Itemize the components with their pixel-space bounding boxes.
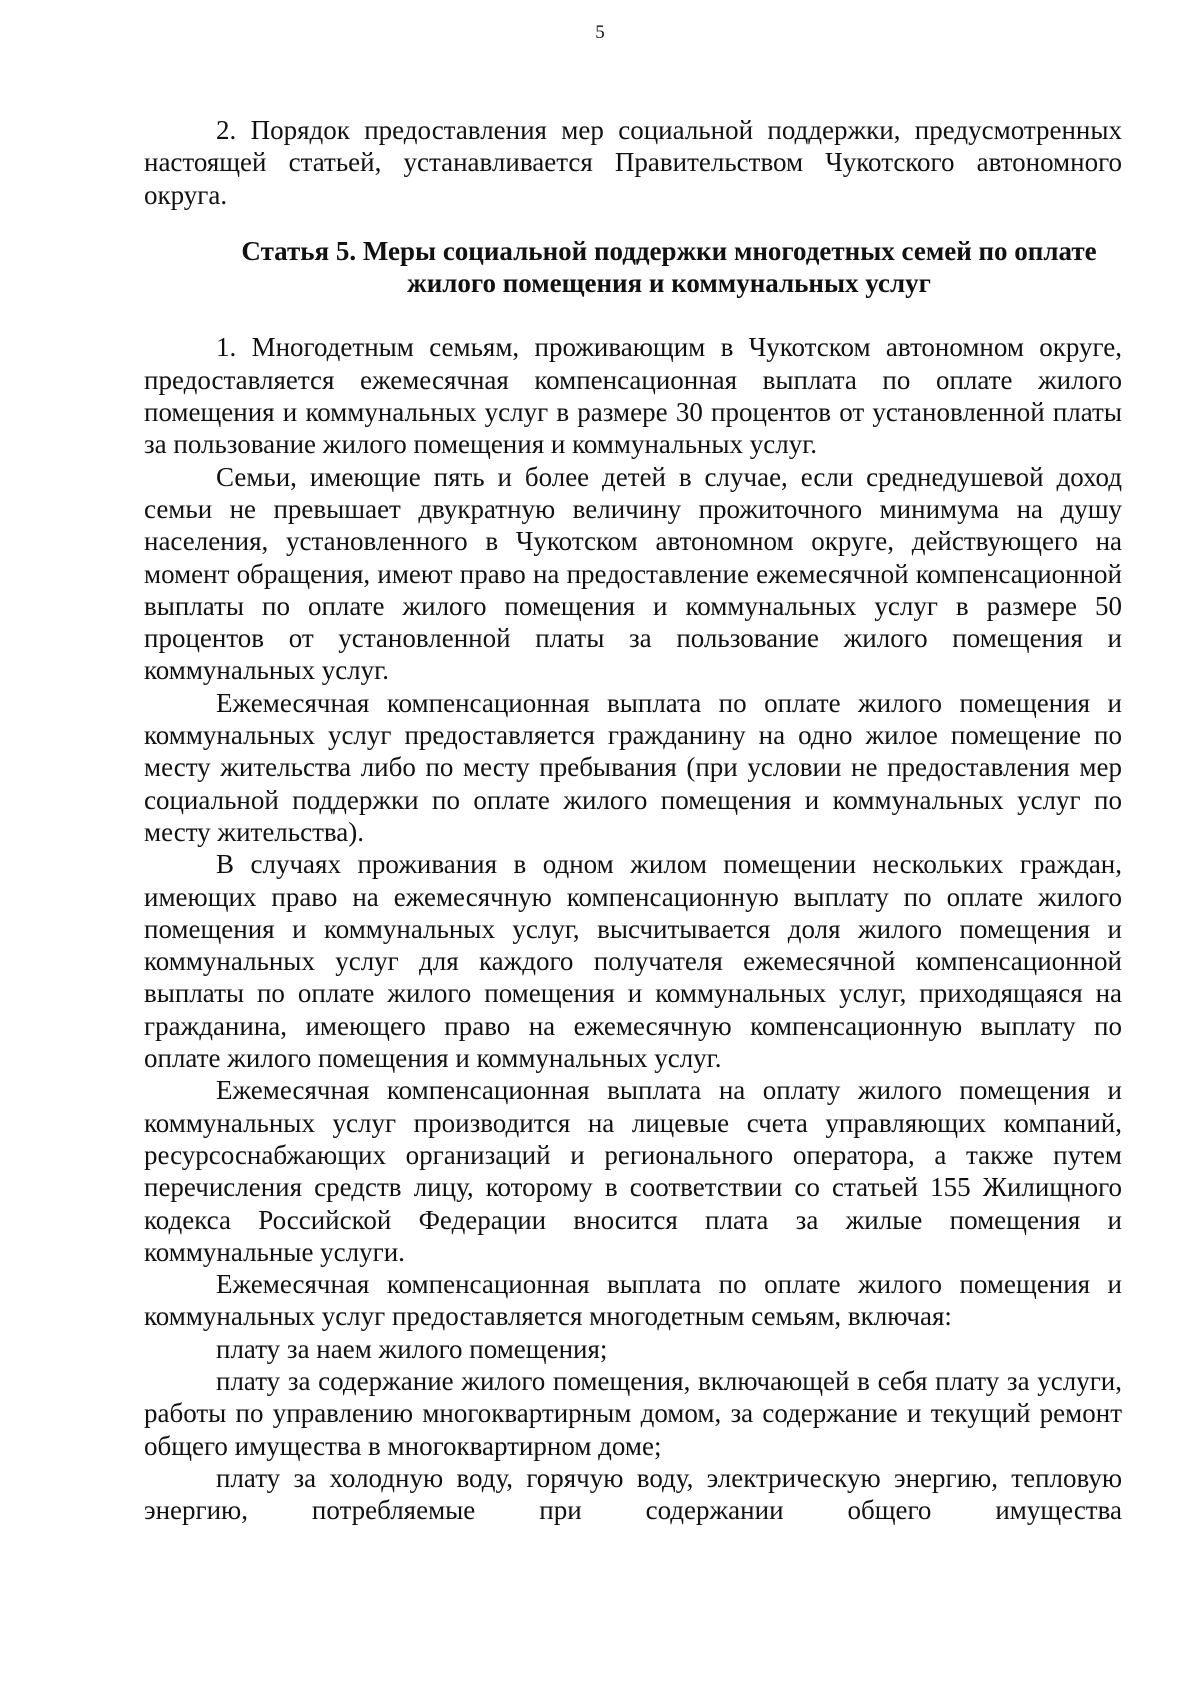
paragraph-1-compensation: 1. Многодетным семьям, проживающим в Чукотском автономном округе, предоставляется ежемесячная компенсационная выплата по оплате жилого помещения и коммунальных услуг в размере 30 процентов от установленной платы за пользование жилого помещения и коммунальных услуг. bbox=[144, 332, 1122, 460]
paragraph-including: Ежемесячная компенсационная выплата по оплате жилого помещения и коммунальных услуг предоставляется многодетным семьям, включая: bbox=[144, 1269, 1122, 1332]
paragraph-one-dwelling: Ежемесячная компенсационная выплата по оплате жилого помещения и коммунальных услуг предоставляется гражданину на одно жилое помещение по месту жительства либо по месту пребывания (при условии не предоставления мер социальной поддержки по оплате жилого помещения и коммунальных услуг по месту жительства). bbox=[144, 687, 1122, 847]
article-5-heading bbox=[144, 235, 1122, 300]
paragraph-shared-dwelling: В случаях проживания в одном жилом помещении нескольких граждан, имеющих право на ежемесячную компенсационную выплату по оплате жилого помещения и коммунальных услуг, высчитывается доля жилого помещения и коммунальных услуг для каждого получателя ежемесячной компенсационной выплаты по оплате жилого помещения и коммунальных услуг, приходящаяся на гражданина, имеющего право на ежемесячную компенсационную выплату по оплате жилого помещения и коммунальных услуг. bbox=[144, 849, 1122, 1074]
article-title-line-1: Статья 5. Меры социальной поддержки многодетных семей по оплате bbox=[241, 235, 1097, 266]
paragraph-2-procedure: 2. Порядок предоставления мер социальной поддержки, предусмотренных настоящей статьей, устанавливается Правительством Чукотского автономного округа. bbox=[144, 115, 1122, 210]
page-number: 5 bbox=[595, 22, 605, 43]
document-body bbox=[144, 114, 1122, 1526]
paragraph-payment-accounts: Ежемесячная компенсационная выплата на оплату жилого помещения и коммунальных услуг производится на лицевые счета управляющих компаний, ресурсоснабжающих организаций и регионального оператора, а также путем перечисления средств лицу, которому в соответствии со статьей 155 Жилищного кодекса Российской Федерации вносится плата за жилые помещения и коммунальные услуги. bbox=[144, 1075, 1122, 1267]
paragraph-five-children: Семьи, имеющие пять и более детей в случае, если среднедушевой доход семьи не превышает двукратную величину прожиточного минимума на душу населения, установленного в Чукотском автономном округе, действующего на момент обращения, имеют право на предоставление ежемесячной компенсационной выплаты по оплате жилого помещения и коммунальных услуг в размере 50 процентов от установленной платы за пользование жилого помещения и коммунальных услуг. bbox=[144, 461, 1122, 686]
list-item-rent: плату за наем жилого помещения; bbox=[216, 1333, 608, 1364]
list-item-utilities: плату за холодную воду, горячую воду, электрическую энергию, тепловую энергию, потребляемые при содержании общего имущества bbox=[144, 1462, 1122, 1526]
article-title-line-2: жилого помещения и коммунальных услуг bbox=[407, 268, 931, 299]
list-item-maintenance: плату за содержание жилого помещения, включающей в себя плату за услуги, работы по управлению многоквартирным домом, за содержание и текущий ремонт общего имущества в многоквартирном доме; bbox=[144, 1365, 1122, 1461]
